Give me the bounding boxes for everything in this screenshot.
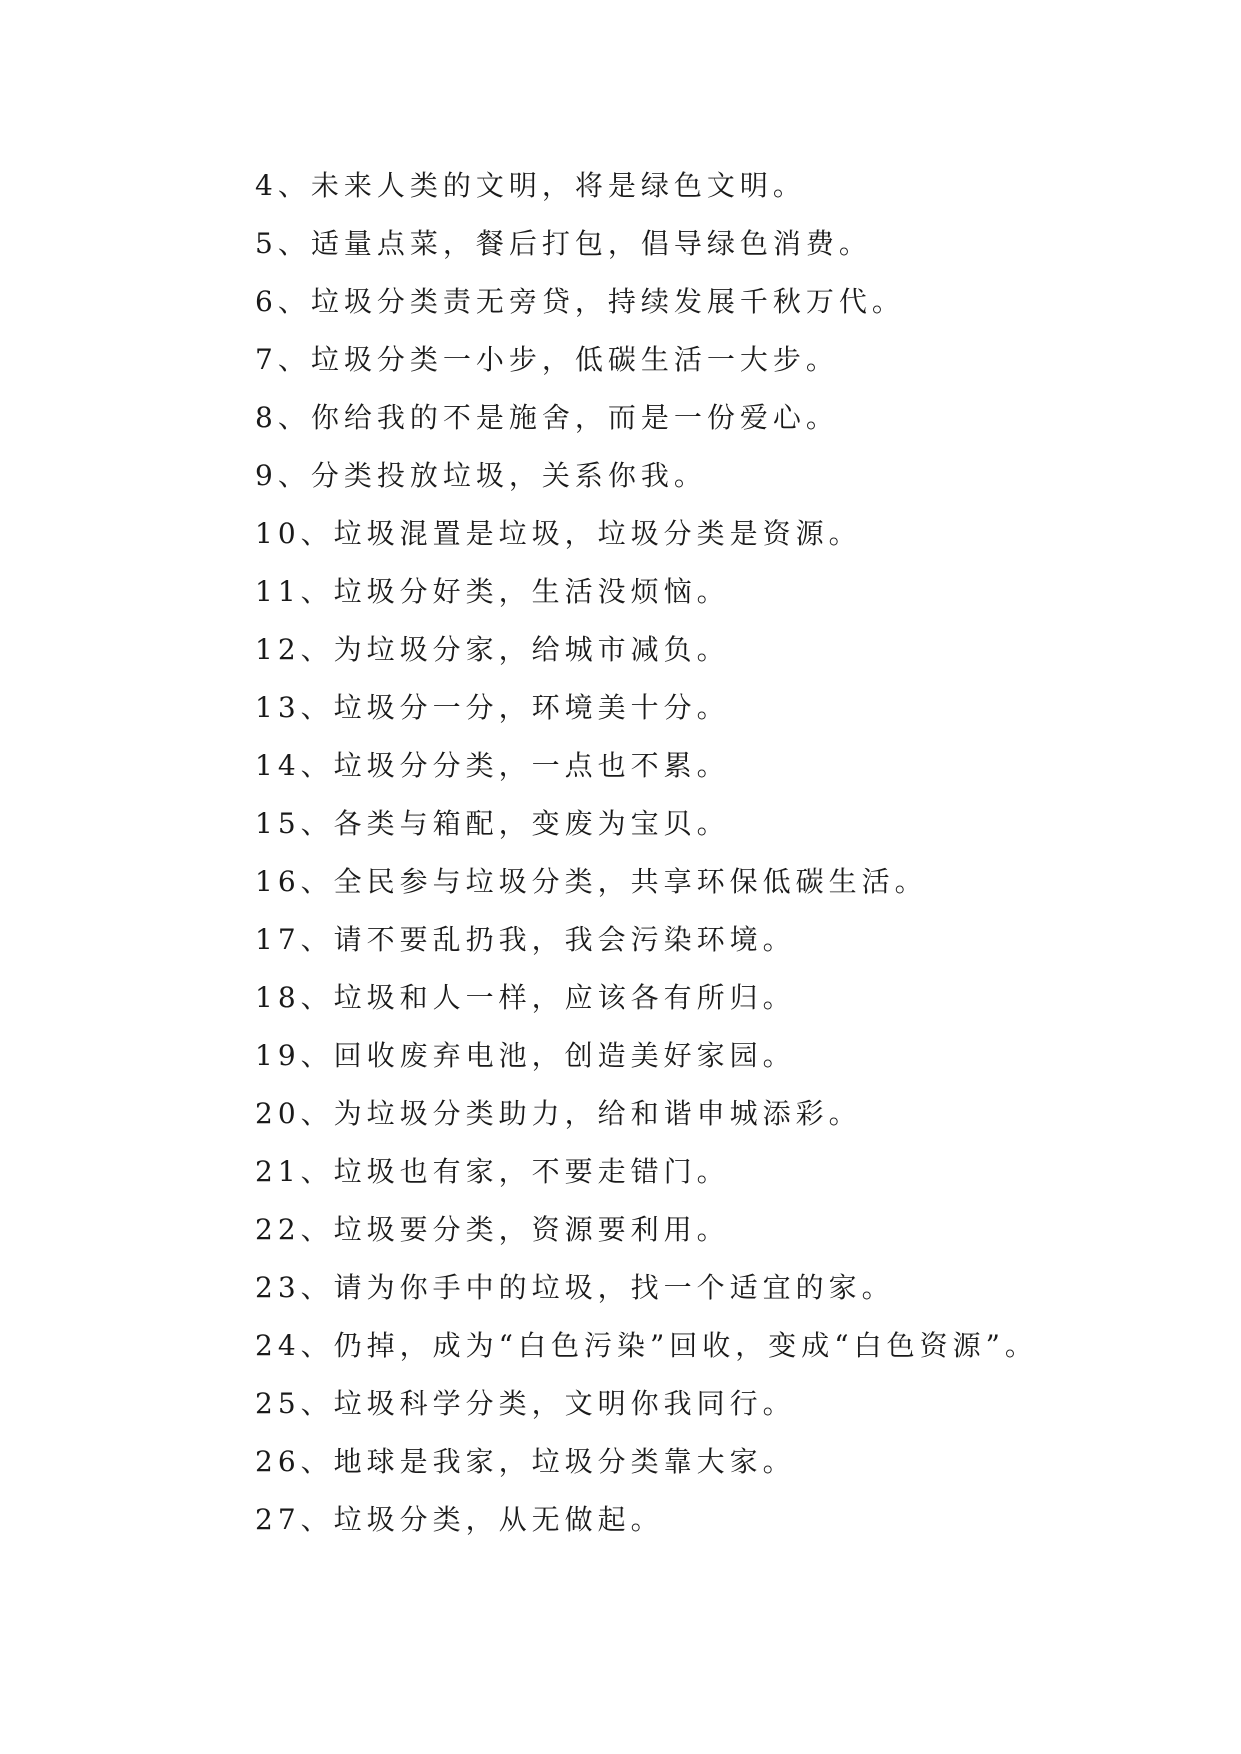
slogan-line-7: 7、垃圾分类一小步，低碳生活一大步。	[255, 343, 839, 376]
slogan-line-22: 22、垃圾要分类，资源要利用。	[255, 1213, 730, 1246]
slogan-line-8: 8、你给我的不是施舍，而是一份爱心。	[255, 401, 839, 434]
slogan-line-24: 24、仍掉，成为“白色污染”回收，变成“白色资源”。	[255, 1329, 1038, 1362]
slogan-line-18: 18、垃圾和人一样，应该各有所归。	[255, 981, 796, 1014]
slogan-line-19: 19、回收废弃电池，创造美好家园。	[255, 1039, 796, 1072]
slogan-line-14: 14、垃圾分分类，一点也不累。	[255, 749, 730, 782]
slogan-line-21: 21、垃圾也有家，不要走错门。	[255, 1155, 730, 1188]
slogan-line-20: 20、为垃圾分类助力，给和谐申城添彩。	[255, 1097, 862, 1130]
slogan-line-27: 27、垃圾分类，从无做起。	[255, 1503, 664, 1536]
slogan-line-17: 17、请不要乱扔我，我会污染环境。	[255, 923, 796, 956]
slogan-line-9: 9、分类投放垃圾，关系你我。	[255, 459, 707, 492]
slogan-line-15: 15、各类与箱配，变废为宝贝。	[255, 807, 730, 840]
slogan-line-26: 26、地球是我家，垃圾分类靠大家。	[255, 1445, 796, 1478]
slogan-list	[255, 157, 1038, 1549]
slogan-line-13: 13、垃圾分一分，环境美十分。	[255, 691, 730, 724]
slogan-line-12: 12、为垃圾分家，给城市减负。	[255, 633, 730, 666]
slogan-line-11: 11、垃圾分好类，生活没烦恼。	[255, 575, 730, 608]
slogan-line-23: 23、请为你手中的垃圾，找一个适宜的家。	[255, 1271, 895, 1304]
slogan-line-4: 4、未来人类的文明，将是绿色文明。	[255, 169, 806, 202]
slogan-line-6: 6、垃圾分类责无旁贷，持续发展千秋万代。	[255, 285, 905, 318]
slogan-line-16: 16、全民参与垃圾分类，共享环保低碳生活。	[255, 865, 928, 898]
slogan-line-5: 5、适量点菜，餐后打包，倡导绿色消费。	[255, 227, 872, 260]
slogan-line-25: 25、垃圾科学分类，文明你我同行。	[255, 1387, 796, 1420]
slogan-line-10: 10、垃圾混置是垃圾，垃圾分类是资源。	[255, 517, 862, 550]
